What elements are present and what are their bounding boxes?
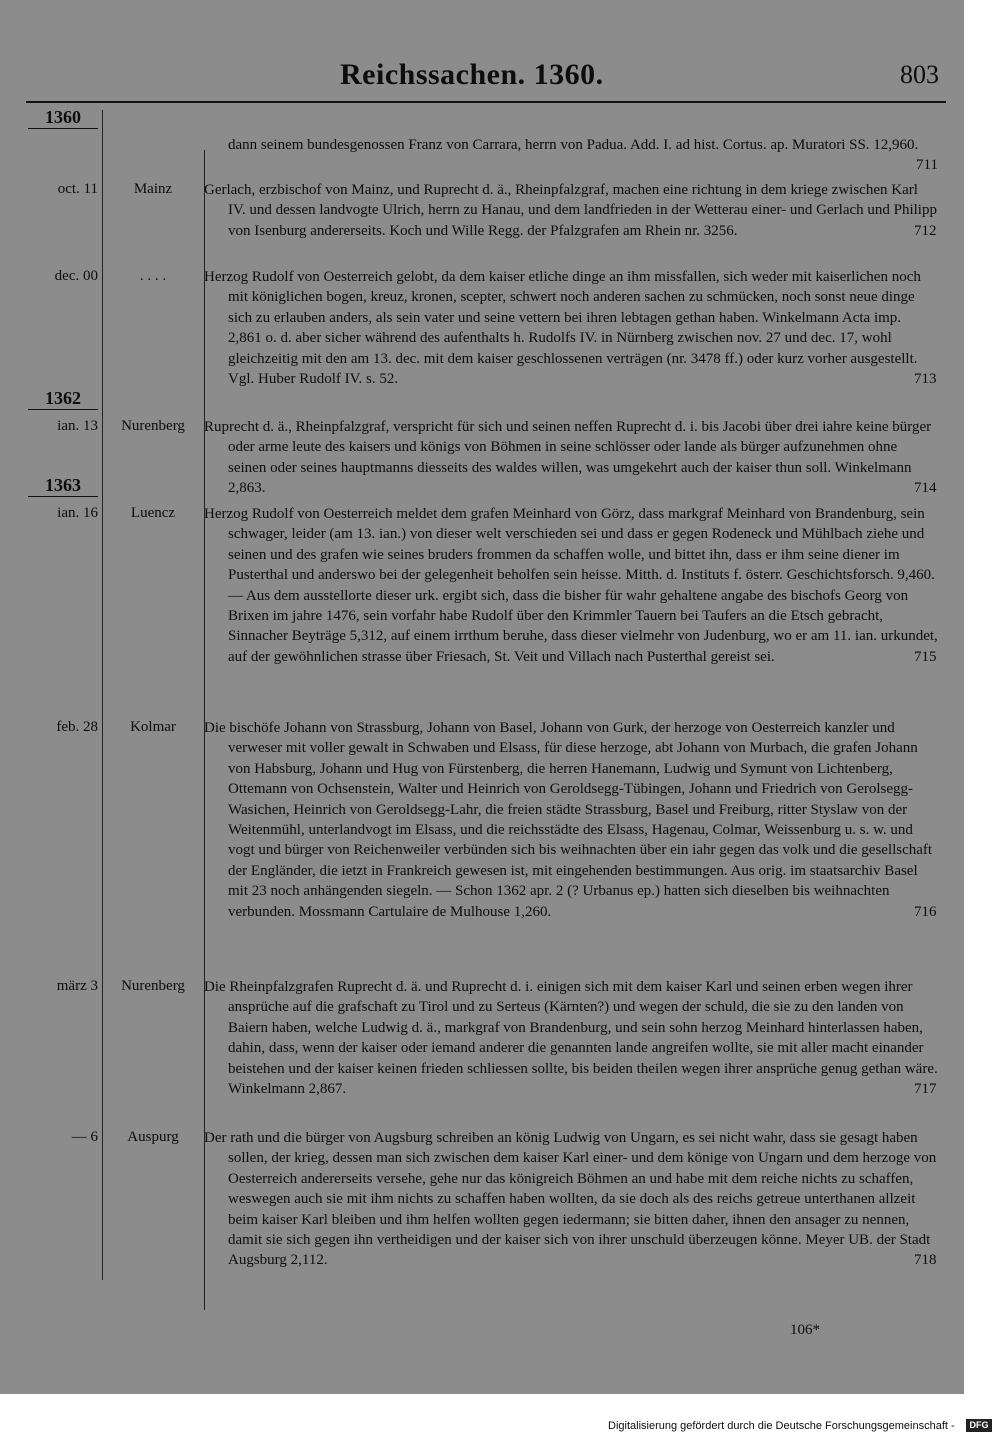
entry-date: märz 3 <box>56 978 98 994</box>
regest-entry-715: Herzog Rudolf von Oesterreich meldet dem grafen Meinhard von Görz, dass markgraf Meinhard von Brandenburg, sein schwager, leider (am 13. ian.) von dieser welt verschieden sei und dass er gegen Rodeneck und Mühlbach ziehe und seinen und des grafen wie seines bruders frommen da schaffen wolle, und bittet ihn, dass er ihm seine diener im Pusterthal und anderswo bei der gelegenheit beholfen sein heisse. Mitth. d. Instituts f. österr. Geschichtsforsch. 9,460. — Aus dem ausstellorte dieser urk. ergibt sich, dass die bisher für wahr gehaltene angabe des bischofs Georg von Brixen im jahre 1476, sein vorfahr habe Rudolf über den Krimmler Tauern bei Taufers an die Etsch gebracht, Sinnacher Beyträge 5,312, auf einem irrthum beruhe, dass dieser vielmehr von Judenburg, wo er am 11. ian. urkundet, auf der gewöhnlichen strasse über Friesach, St. Veit und Villach nach Pusterthal gereist sei. 715 <box>204 506 938 665</box>
regest-entry-713: Herzog Rudolf von Oesterreich gelobt, da dem kaiser etliche dinge an ihm missfallen, sich weder mit kaiserlichen noch mit königlichen bogen, kreuz, kronen, scepter, schwert noch anderen sachen zu schmücken, noch sonst neue dinge sich zu erlauben anders, als sein vater und seine vettern bei ihren lebtagen gethan haben. Winkelmann Acta imp. 2,861 o. d. aber sicher während des aufenthalts h. Rudolfs IV. in Nürnberg zwischen nov. 27 und dec. 17, wohl gleichzeitig mit den am 13. dec. mit dem kaiser geschlossenen verträgen (nr. 3478 ff.) oder kurz vorher ausgestellt. Vgl. Huber Rudolf IV. s. 52. 713 <box>204 269 937 388</box>
entry-date: oct. 11 <box>57 181 98 197</box>
entry-date: feb. 28 <box>56 719 98 735</box>
sheet-signature-mark: 106* <box>790 1322 820 1338</box>
page-number: 803 <box>900 60 939 89</box>
entry-place: Nurenberg <box>121 978 185 994</box>
funding-note: Digitalisierung gefördert durch die Deutsche Forschungsgemeinschaft - <box>608 1420 955 1432</box>
entry-date: ian. 16 <box>57 505 98 521</box>
entry-text: Der rath und die bürger von Augsburg schreiben an könig Ludwig von Ungarn, es sei nicht wahr, dass sie gesagt haben sollen, der krieg, dessen man sich zwischen dem kaiser Karl einer- und dem könige von Ungarn und dem herzoge von Oesterreich andererseits versehe, gehe nur das königreich Böhmen an und habe mit dem reiche nichts zu schaffen, weswegen auch sie mit ihm nichts zu schaffen haben wollten, da sie doch als des reichs getreue unterthanen allzeit beim kaiser Karl bleiben und ihm helfen wollten gegen iedermann; sie bitten daher, ihnen den ansager zu nennen, damit sie sich gegen ihn vertheidigen und der kaiser sich von ihrer unschuld überzeugen könne. Meyer UB. der Stadt Augsburg 2,112. <box>204 1130 937 1269</box>
entry-place: Nurenberg <box>121 418 185 434</box>
entry-text: Die Rheinpfalzgrafen Ruprecht d. ä. und Ruprecht d. i. einigen sich mit dem kaiser Karl und seinen erben wegen ihrer ansprüche auf die grafschaft zu Tirol und zu Serteus (Kärnten?) und wegen der schuld, die sie zu den landen von Baiern haben, welche Ludwig d. ä., markgraf von Brandenburg, und sein sohn herzog Meinhard hinterlassen haben, dahin, dass, wenn der kaiser oder iemand anderer die genannten lande angreifen wollte, sie mit aller macht einander beistehen und der kaiser keinen frieden schliessen sollte, bis beiden theilen wegen ihrer ansprüche genug gethan wäre. Winkelmann 2,867. <box>204 979 938 1098</box>
entry-place: Luencz <box>130 505 176 521</box>
entry-place: Mainz <box>133 181 173 197</box>
entry-date: dec. 00 <box>54 268 98 284</box>
page-title: Reichssachen. 1360. <box>340 58 604 91</box>
entry-place: Auspurg <box>127 1129 179 1145</box>
entry-text: Herzog Rudolf von Oesterreich meldet dem grafen Meinhard von Görz, dass markgraf Meinhard von Brandenburg, sein schwager, leider (am 13. ian.) von dieser welt verschieden sei und dass er gegen Rodeneck und Mühlbach ziehe und seinen und des grafen wie seines bruders frommen da schaffen wolle, und bittet ihn, dass er ihm seine diener im Pusterthal und anderswo bei der gelegenheit beholfen sein heisse. Mitth. d. Instituts f. österr. Geschichtsforsch. 9,460. — Aus dem ausstellorte dieser urk. ergibt sich, dass die bisher für wahr gehaltene angabe des bischofs Georg von Brixen im jahre 1476, sein vorfahr habe Rudolf über den Krimmler Tauern bei Taufers an die Etsch gebracht, Sinnacher Beyträge 5,312, auf einem irrthum beruhe, dass dieser vielmehr von Judenburg, wo er am 11. ian. urkundet, auf der gewöhnlichen strasse über Friesach, St. Veit und Villach nach Pusterthal gereist sei. <box>204 506 938 665</box>
entry-text: Herzog Rudolf von Oesterreich gelobt, da dem kaiser etliche dinge an ihm missfallen, sich weder mit kaiserlichen noch mit königlichen bogen, kreuz, kronen, scepter, schwert noch anderen sachen zu schmücken, noch sonst neue dinge sich zu erlauben anders, als sein vater und seine vettern bei ihren lebtagen gethan haben. Winkelmann Acta imp. 2,861 o. d. aber sicher während des aufenthalts h. Rudolfs IV. in Nürnberg zwischen nov. 27 und dec. 17, wohl gleichzeitig mit den am 13. dec. mit dem kaiser geschlossenen verträgen (nr. 3478 ff.) oder kurz vorher ausgestellt. Vgl. Huber Rudolf IV. s. 52. <box>204 269 921 388</box>
regest-entry-717: Die Rheinpfalzgrafen Ruprecht d. ä. und Ruprecht d. i. einigen sich mit dem kaiser Karl und seinen erben wegen ihrer ansprüche auf die grafschaft zu Tirol und zu Serteus (Kärnten?) und wegen der schuld, die sie zu den landen von Baiern haben, welche Ludwig d. ä., markgraf von Brandenburg, und sein sohn herzog Meinhard hinterlassen haben, dahin, dass, wenn der kaiser oder iemand anderer die genannten lande angreifen wollte, sie mit aller macht einander beistehen und der kaiser keinen frieden schliessen sollte, bis beiden theilen wegen ihrer ansprüche genug gethan wäre. Winkelmann 2,867. 717 <box>204 979 938 1098</box>
dfg-logo: DFG <box>966 1419 992 1432</box>
entry-place: . . . . <box>139 268 167 284</box>
entry-place: Kolmar <box>130 719 176 735</box>
entry-text: dann seinem bundesgenossen Franz von Carrara, herrn von Padua. Add. I. ad hist. Cortus. ap. Muratori SS. 12,960. <box>228 137 919 153</box>
year-marker-1362: 1362 <box>28 388 98 410</box>
regest-entry-711 <box>204 135 938 176</box>
header-rule <box>26 101 946 103</box>
year-marker-1360: 1360 <box>28 107 98 129</box>
entry-text: Die bischöfe Johann von Strassburg, Johann von Basel, Johann von Gurk, der herzoge von Oesterreich kanzler und verweser mit voller gewalt in Schwaben und Elsass, für diese herzoge, abt Johann von Murbach, die grafen Johann von Habsburg, Johann und Hug von Fürstenberg, die herren Hanemann, Ludwig und Symunt von Lichtenberg, Ottemann von Ochsenstein, Walter und Heinrich von Geroldsegg-Tübingen, Johann und Friedrich von Gerolsegg-Wasichen, Heinrich von Geroldsegg-Lahr, die freien städte Strassburg, Basel und Freiburg, ritter Styslaw von der Weitenmühl, unterlandvogt im Elsass, und die reichsstädte des Elsass, Hagenau, Colmar, Weissenburg u. s. w. und vogt und bürger von Reichenweiler verbünden sich bis weihnachten über ein iahr gegen das volk und die gesellschaft der Engländer, die ietzt in Frankreich gewesen ist, mit eingehenden bestimmungen. Aus orig. im staatsarchiv Basel mit 23 noch anhängenden siegeln. — Schon 1362 apr. 2 (? Urbanus ep.) hatten sich dieselben bis weihnachten verbunden. Mossmann Cartulaire de Mulhouse 1,260. <box>204 720 933 920</box>
column-divider-left <box>102 110 103 1280</box>
regest-entry-718: Der rath und die bürger von Augsburg schreiben an könig Ludwig von Ungarn, es sei nicht wahr, dass sie gesagt haben sollen, der krieg, dessen man sich zwischen dem kaiser Karl einer- und dem könige von Ungarn und dem herzoge von Oesterreich andererseits versehe, gehe nur das königreich Böhmen an und habe mit dem reiche nichts zu schaffen, weswegen auch sie mit ihm nichts zu schaffen haben wollten, da sie doch als des reichs getreue unterthanen allzeit beim kaiser Karl bleiben und ihm helfen wollten gegen iedermann; sie bitten daher, ihnen den ansager zu nennen, damit sie sich gegen ihn vertheidigen und der kaiser sich von ihrer unschuld überzeugen könne. Meyer UB. der Stadt Augsburg 2,112. 718 <box>204 1130 937 1269</box>
entry-text: Gerlach, erzbischof von Mainz, und Ruprecht d. ä., Rheinpfalzgraf, machen eine richtung in dem kriege zwischen Karl IV. und dessen landvogte Ulrich, herrn zu Hanau, und dem landfrieden in der Wetterau einer- und Gerlach und Philipp von Isenburg andererseits. Koch und Wille Regg. der Pfalzgrafen am Rhein nr. 3256. <box>204 182 937 239</box>
entry-date: ian. 13 <box>57 418 98 434</box>
regest-entry-716: Die bischöfe Johann von Strassburg, Johann von Basel, Johann von Gurk, der herzoge von Oesterreich kanzler und verweser mit voller gewalt in Schwaben und Elsass, für diese herzoge, abt Johann von Murbach, die grafen Johann von Habsburg, Johann und Hug von Fürstenberg, die herren Hanemann, Ludwig und Symunt von Lichtenberg, Ottemann von Ochsenstein, Walter und Heinrich von Geroldsegg-Tübingen, Johann und Friedrich von Gerolsegg-Wasichen, Heinrich von Geroldsegg-Lahr, die freien städte Strassburg, Basel und Freiburg, ritter Styslaw von der Weitenmühl, unterlandvogt im Elsass, und die reichsstädte des Elsass, Hagenau, Colmar, Weissenburg u. s. w. und vogt und bürger von Reichenweiler verbünden sich bis weihnachten über ein iahr gegen das volk und die gesellschaft der Engländer, die ietzt in Frankreich gewesen ist, mit eingehenden bestimmungen. Aus orig. im staatsarchiv Basel mit 23 noch anhängenden siegeln. — Schon 1362 apr. 2 (? Urbanus ep.) hatten sich dieselben bis weihnachten verbunden. Mossmann Cartulaire de Mulhouse 1,260. 716 <box>204 720 937 920</box>
entry-number: 711 <box>916 157 938 174</box>
regest-entry-712: Gerlach, erzbischof von Mainz, und Ruprecht d. ä., Rheinpfalzgraf, machen eine richtung in dem kriege zwischen Karl IV. und dessen landvogte Ulrich, herrn zu Hanau, und dem landfrieden in der Wetterau einer- und Gerlach und Philipp von Isenburg andererseits. Koch und Wille Regg. der Pfalzgrafen am Rhein nr. 3256. 712 <box>204 182 937 239</box>
year-marker-1363: 1363 <box>28 475 98 497</box>
entry-text: Ruprecht d. ä., Rheinpfalzgraf, verspricht für sich und seinen neffen Ruprecht d. i. bis Jacobi über drei iahre keine bürger oder arme leute des kaisers und königs von Böhmen in seine schlösser oder lande als bürger aufzunehmen ohne seinen oder seines hauptmanns diesseits des waldes willen, was umgekehrt auch der kaiser thun soll. Winkelmann 2,863. <box>204 419 932 497</box>
entry-date: — 6 <box>71 1129 98 1145</box>
regest-entry-714: Ruprecht d. ä., Rheinpfalzgraf, verspricht für sich und seinen neffen Ruprecht d. i. bis Jacobi über drei iahre keine bürger oder arme leute des kaisers und königs von Böhmen in seine schlösser oder lande als bürger aufzunehmen ohne seinen oder seines hauptmanns diesseits des waldes willen, was umgekehrt auch der kaiser thun soll. Winkelmann 2,863. 714 <box>204 419 937 497</box>
